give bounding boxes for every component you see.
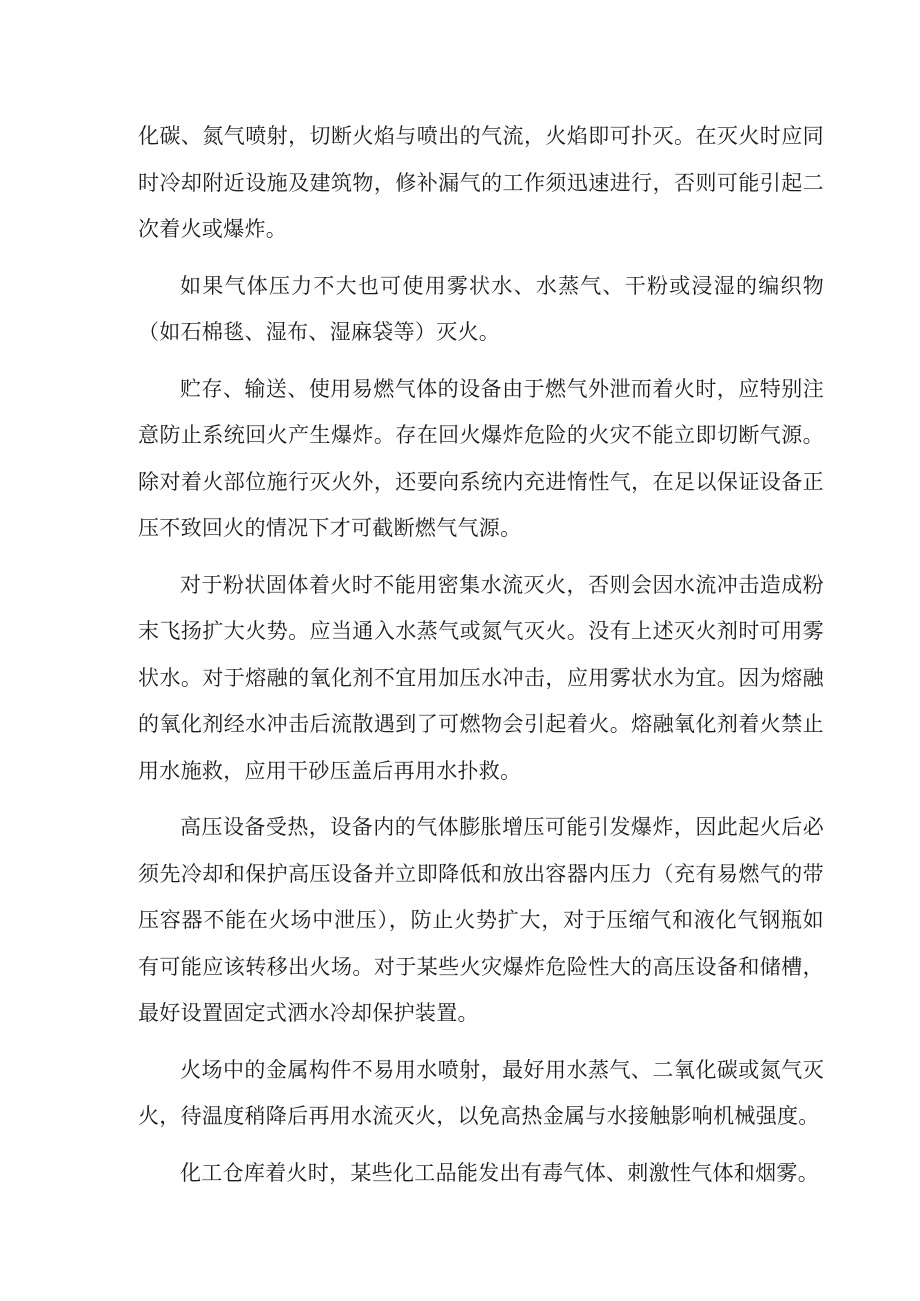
- paragraph-5: 高压设备受热，设备内的气体膨胀增压可能引发爆炸，因此起火后必须先冷却和保护高压设备并立即降低和放出容器内压力（充有易燃气的带压容器不能在火场中泄压），防止火势扩大，对于压缩气和液化气钢瓶如有可能应该转移出火场。对于某些火灾爆炸危险性大的高压设备和储槽，最好设置固定式洒水冷却保护装置。: [138, 815, 824, 1025]
- paragraph-6: 火场中的金属构件不易用水喷射，最好用水蒸气、二氧化碳或氮气灭火，待温度稍降后再用水流灭火，以免高热金属与水接触影响机械强度。: [138, 1057, 824, 1128]
- paragraph-1: 化碳、氮气喷射，切断火焰与喷出的气流，火焰即可扑灭。在灭火时应同时冷却附近设施及建筑物，修补漏气的工作须迅速进行，否则可能引起二次着火或爆炸。: [138, 124, 824, 241]
- body-text: [138, 113, 824, 1206]
- paragraph-7: 化工仓库着火时，某些化工品能发出有毒气体、刺激性气体和烟雾。: [180, 1160, 819, 1185]
- paragraph-4: 对于粉状固体着火时不能用密集水流灭火，否则会因水流冲击造成粉末飞扬扩大火势。应当通入水蒸气或氮气灭火。没有上述灭火剂时可用雾状水。对于熔融的氧化剂不宜用加压水冲击，应用雾状水为宜。因为熔融的氧化剂经水冲击后流散遇到了可燃物会引起着火。熔融氧化剂着火禁止用水施救，应用干砂压盖后再用水扑救。: [138, 572, 824, 783]
- paragraph-3: 贮存、输送、使用易燃气体的设备由于燃气外泄而着火时，应特别注意防止系统回火产生爆炸。存在回火爆炸危险的火灾不能立即切断气源。除对着火部位施行灭火外，还要向系统内充进惰性气，在足以保证设备正压不致回火的情况下才可截断燃气气源。: [138, 376, 824, 540]
- paragraph-2: 如果气体压力不大也可使用雾状水、水蒸气、干粉或浸湿的编织物（如石棉毯、湿布、湿麻袋等）灭火。: [138, 273, 824, 344]
